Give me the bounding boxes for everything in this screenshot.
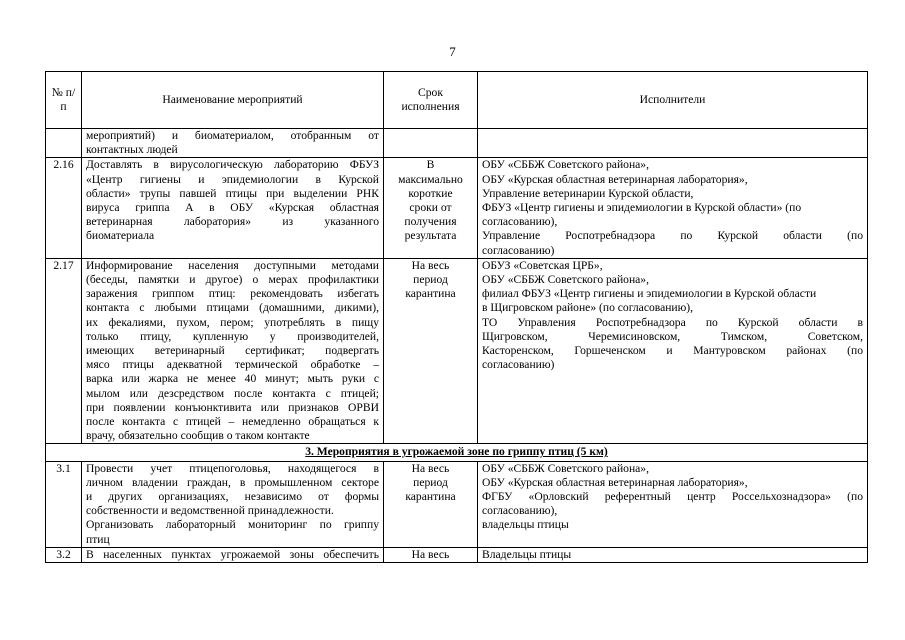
text-line: ОБУ «Курская областная ветеринарная лаборатория», (482, 475, 748, 489)
text-line: Информирование населения доступными методами (86, 258, 379, 272)
row-executors (478, 547, 868, 562)
text-line: Организовать лабораторный мониторинг по гриппу (86, 518, 379, 532)
text-line: «Центр гигиены и эпидемиологии в Курской (86, 172, 379, 186)
text-line: при появлении конъюнктивита или признаков ОРВИ (86, 400, 379, 414)
text-line: Касторенском, Горшеченском и Мантуровском районах (по (482, 344, 863, 358)
text-line: согласованию), (482, 215, 558, 229)
text-line: период (413, 273, 448, 287)
text-line: биоматериала (86, 229, 155, 243)
row-term (384, 158, 478, 258)
row-num (46, 129, 82, 158)
text-line: (беседы, памятки и другое) о мерах профилактики (86, 273, 379, 287)
text-line: области» трупы павшей птицы при выделении РНК (86, 186, 379, 200)
text-line: получения (404, 215, 457, 229)
header-term: Срок исполнения (384, 72, 478, 129)
row-term (384, 129, 478, 158)
text-line: карантина (405, 490, 456, 504)
text-line: Владельцы птицы (482, 547, 572, 561)
text-line: их фекалиями, пухом, пером; употреблять в пищу (86, 315, 379, 329)
text-line: врачу, обязательно сообщив о таком контакте (86, 429, 310, 443)
table-row-continuation (46, 129, 868, 158)
text-line: Провести учет птицепоголовья, находящегося в (86, 461, 379, 475)
text-line: после контакта с птицей – немедленно обращаться к (86, 415, 379, 429)
text-line: заражения гриппом птиц: рекомендовать избегать (86, 287, 379, 301)
text-line: карантина (405, 287, 456, 301)
text-line: сроки от (409, 201, 452, 215)
text-line: ОБУ «Курская областная ветеринарная лаборатория», (482, 172, 748, 186)
row-executors (478, 158, 868, 258)
table-row-2-17 (46, 258, 868, 444)
text-line: На весь (411, 461, 450, 475)
page-number: 7 (449, 44, 456, 59)
text-line: В (426, 158, 435, 172)
text-line: вируса гриппа А в ОБУ «Курская областная (86, 201, 379, 215)
row-name (82, 258, 384, 444)
text-line: мылом или дезсредством после контакта с птицей; (86, 386, 379, 400)
text-line: собственности и ведомственной принадлежности. (86, 504, 334, 518)
text-line: контакта с любыми птицами (домашними, дикими), (86, 301, 379, 315)
text-line: ОБУ «СББЖ Советского района», (482, 461, 649, 475)
row-num: 2.16 (46, 158, 82, 258)
text-line: согласованию), (482, 504, 558, 518)
text-line: согласованию) (482, 243, 555, 257)
section-title: 3. Мероприятия в угрожаемой зоне по гриппу птиц (5 км) (46, 444, 868, 461)
text-line: имеющих ветеринарный сертификат; подвергать (86, 344, 379, 358)
text-line: Управление Роспотребнадзора по Курской области (по (482, 229, 863, 243)
text-line: владельцы птицы (482, 518, 569, 532)
row-term (384, 258, 478, 444)
text-line: ОБУЗ «Советская ЦРБ», (482, 258, 603, 272)
row-executors (478, 461, 868, 547)
text-line: и других организациях, независимо от формы (86, 490, 379, 504)
row-name (82, 461, 384, 547)
text-line: ветеринарная лаборатория» из указанного (86, 215, 379, 229)
text-line: На весь (411, 547, 450, 561)
header-name: Наименование мероприятий (82, 72, 384, 129)
text-line: личном владении граждан, в промышленном секторе (86, 475, 379, 489)
row-name (82, 129, 384, 158)
text-line: ОБУ «СББЖ Советского района», (482, 158, 649, 172)
text-line: мясо птицы адекватной термической обработке – (86, 358, 379, 372)
text-line: согласованию) (482, 358, 555, 372)
text-line: период (413, 475, 448, 489)
text-line: ОБУ «СББЖ Советского района», (482, 273, 649, 287)
table-row-3-2 (46, 547, 868, 562)
text-line: Щигровском, Черемисиновском, Тимском, Советском, (482, 329, 863, 343)
text-line: ФГБУ «Орловский референтный центр Россельхознадзора» (по (482, 490, 863, 504)
header-num: № п/п (46, 72, 82, 129)
text-line: ФБУЗ «Центр гигиены и эпидемиологии в Курской области» (по (482, 201, 802, 215)
text-line: контактных людей (86, 143, 178, 157)
text-line: в Щигровском районе» (по согласованию), (482, 301, 694, 315)
table-row-3-1 (46, 461, 868, 547)
text-line: На весь (411, 258, 450, 272)
row-num: 3.1 (46, 461, 82, 547)
row-num: 3.2 (46, 547, 82, 562)
section-header-row (46, 444, 868, 461)
text-line: максимально (398, 172, 463, 186)
row-name (82, 158, 384, 258)
row-term (384, 461, 478, 547)
row-term (384, 547, 478, 562)
row-num: 2.17 (46, 258, 82, 444)
text-line: Доставлять в вирусологическую лабораторию ФБУЗ (86, 158, 379, 172)
text-line: птиц (86, 532, 110, 546)
text-line: результата (404, 229, 457, 243)
text-line: варка или жарка не менее 40 минут; мыть руки с (86, 372, 379, 386)
text-line: мероприятий) и биоматериалом, отобранным от (86, 129, 379, 142)
table-header-row (46, 72, 868, 129)
text-line: ТО Управления Роспотребнадзора по Курской области в (482, 315, 863, 329)
text-line: филиал ФБУЗ «Центр гигиены и эпидемиологии в Курской области (482, 287, 817, 301)
text-line: В населенных пунктах угрожаемой зоны обеспечить (86, 547, 379, 561)
row-name (82, 547, 384, 562)
text-line: Управление ветеринарии Курской области, (482, 186, 694, 200)
measures-table (45, 71, 868, 563)
text-line: только птицу, купленную у производителей, (86, 329, 379, 343)
table-row-2-16 (46, 158, 868, 258)
text-line: короткие (408, 186, 453, 200)
header-executors: Исполнители (478, 72, 868, 129)
row-executors (478, 258, 868, 444)
row-executors (478, 129, 868, 158)
